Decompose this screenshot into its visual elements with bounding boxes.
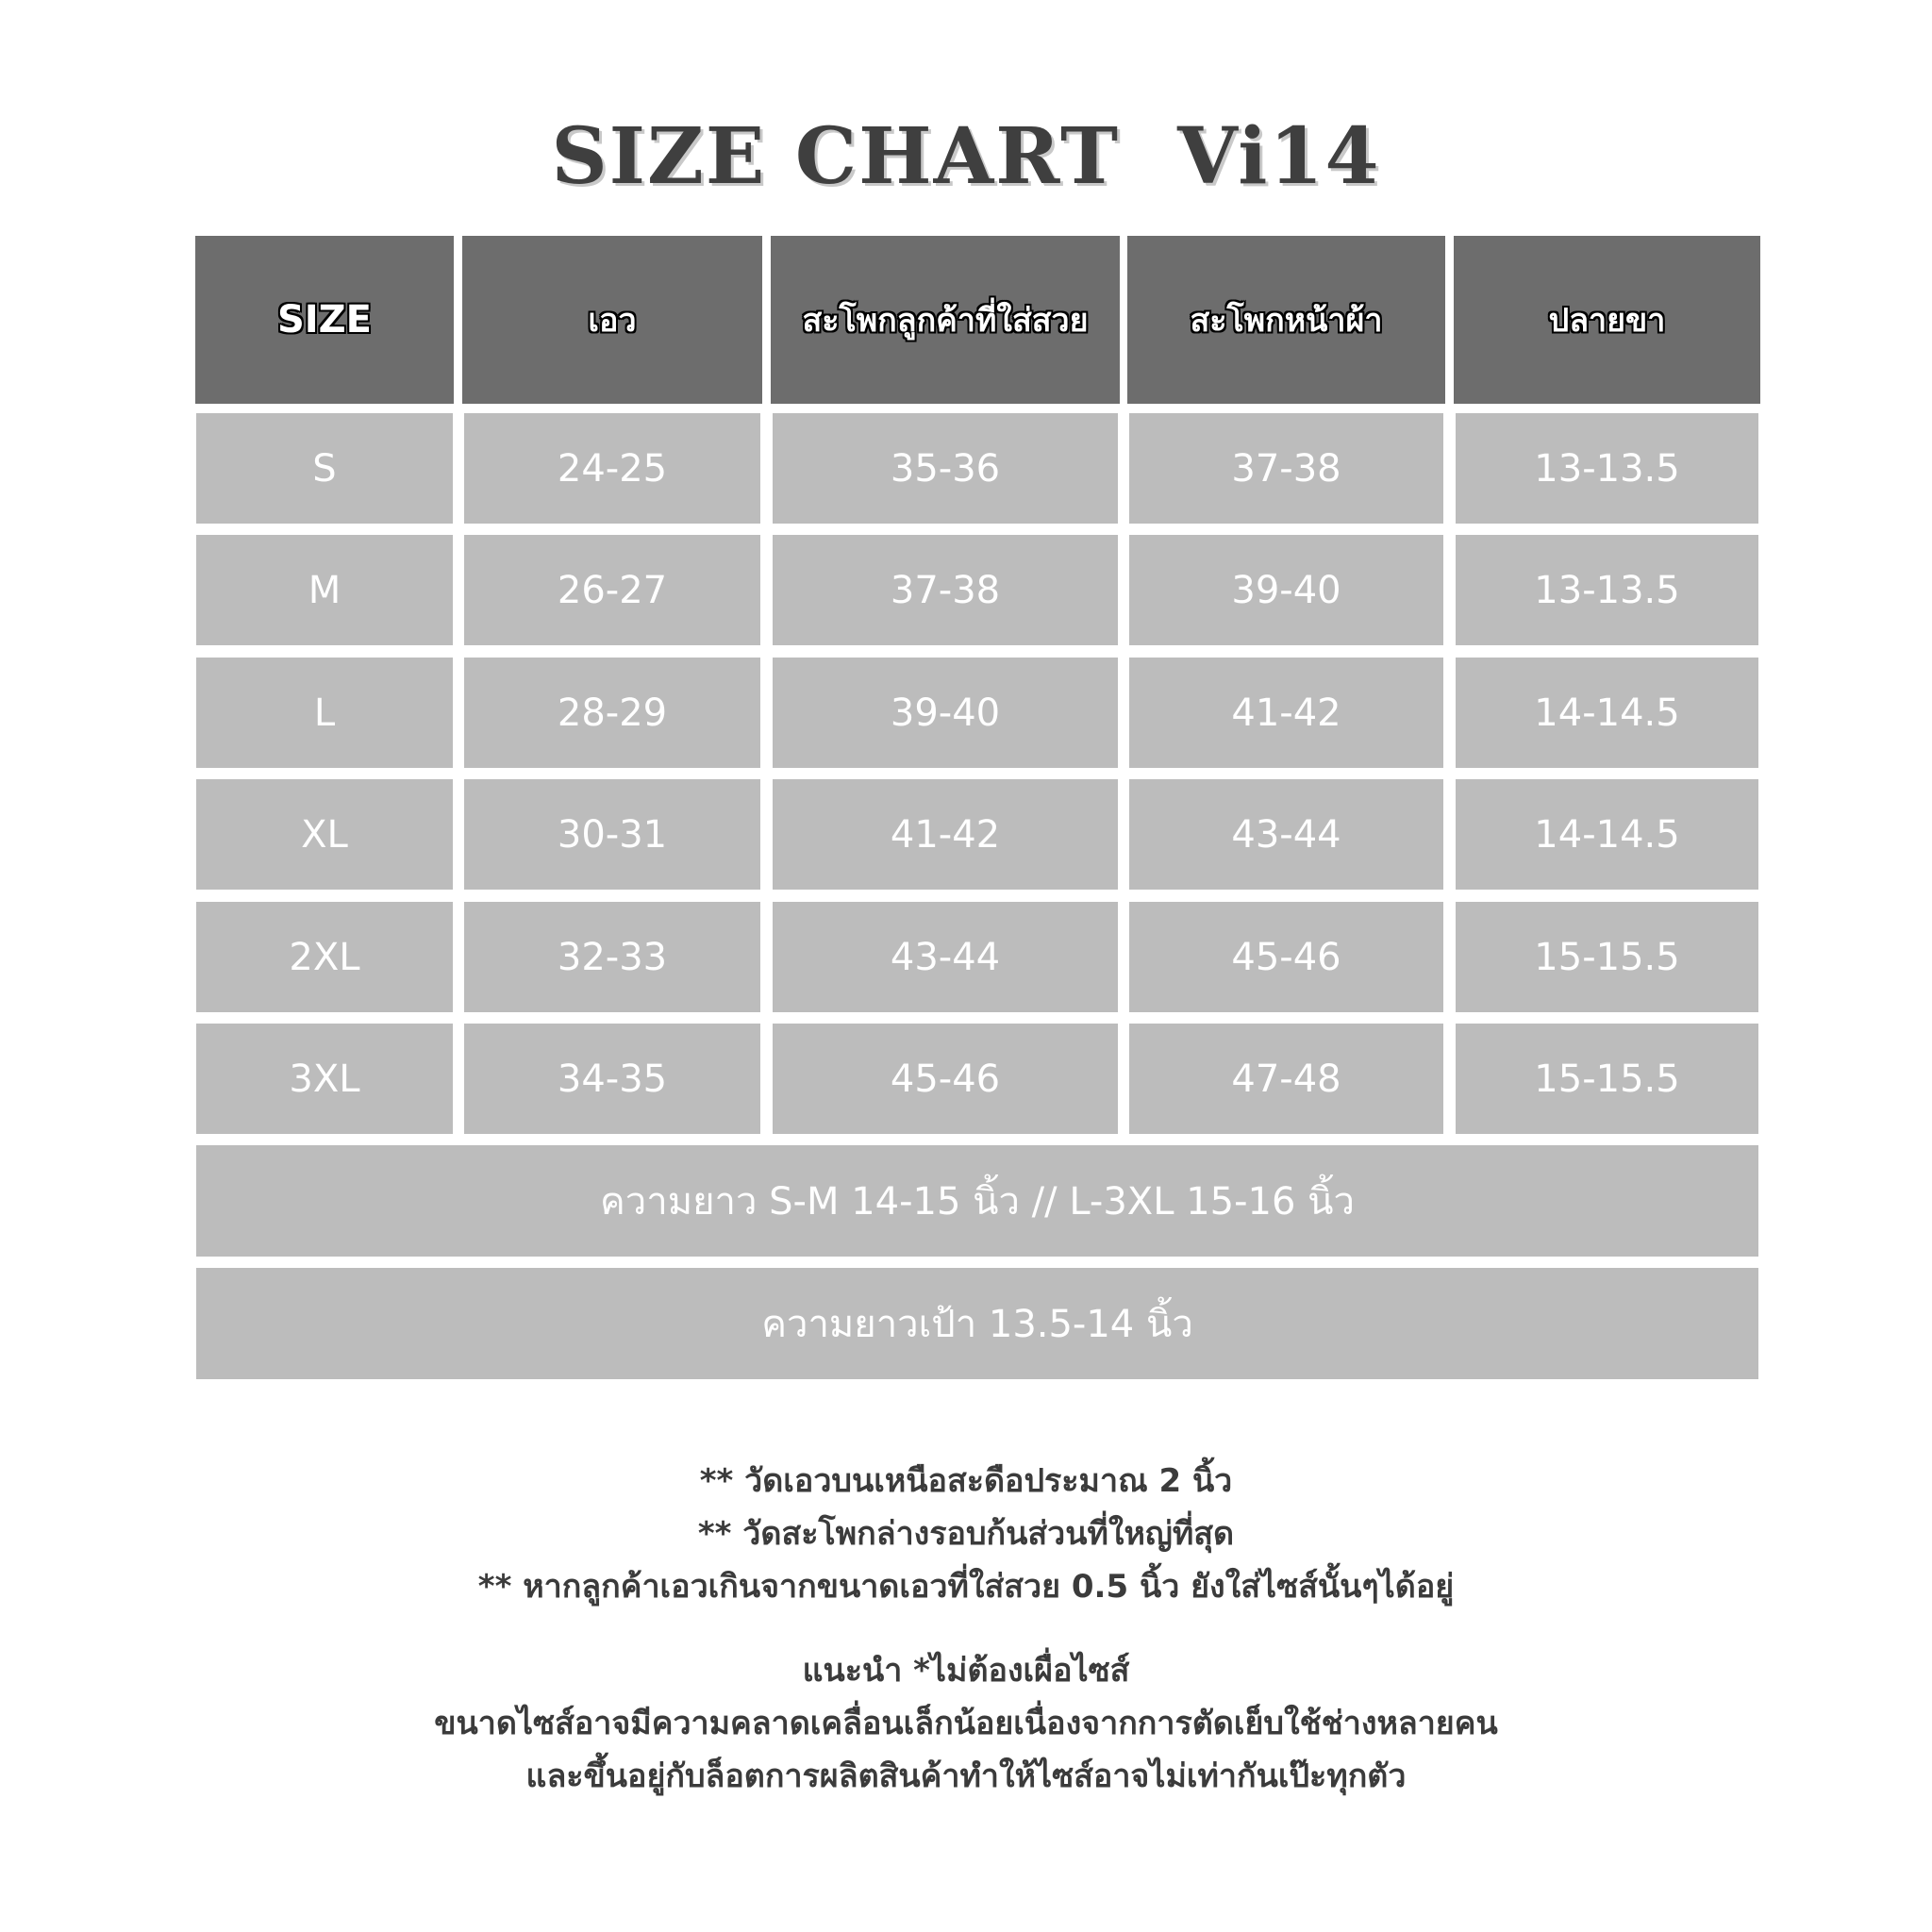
cell-size: 3XL [196, 1024, 453, 1134]
note-line: ** หากลูกค้าเอวเกินจากขนาดเอวที่ใส่สวย 0.5 นิ้ว ยังใส่ไซส์นั้นๆได้อยู่ [477, 1568, 1455, 1606]
cell-hip-fabric: 39-40 [1129, 535, 1443, 645]
cell-leg-opening: 14-14.5 [1456, 779, 1758, 890]
note-line: ** วัดเอวบนเหนือสะดือประมาณ 2 นิ้ว [699, 1462, 1233, 1500]
page-title: SIZE CHART Vi14 [551, 111, 1381, 202]
header-hip-fit: สะโพกลูกค้าที่ใส่สวย [771, 236, 1120, 404]
measurement-notes [0, 1455, 1932, 1613]
cell-leg-opening: 15-15.5 [1456, 902, 1758, 1012]
advice-line: และขึ้นอยู่กับล็อตการผลิตสินค้าทำให้ไซส์อาจไม่เท่ากันเป๊ะทุกตัว [525, 1757, 1407, 1795]
cell-hip-fit: 39-40 [773, 658, 1118, 768]
cell-hip-fabric: 41-42 [1129, 658, 1443, 768]
cell-leg-opening: 15-15.5 [1456, 1024, 1758, 1134]
advice-line: ขนาดไซส์อาจมีความคลาดเคลื่อนเล็กน้อยเนื่องจากการตัดเย็บใช้ช่างหลายคน [434, 1705, 1498, 1742]
header-size: SIZE [195, 236, 454, 404]
header-leg-opening: ปลายขา [1454, 236, 1760, 404]
cell-waist: 24-25 [464, 413, 760, 524]
cell-hip-fit: 37-38 [773, 535, 1118, 645]
cell-size: S [196, 413, 453, 524]
cell-waist: 30-31 [464, 779, 760, 890]
cell-hip-fabric: 47-48 [1129, 1024, 1443, 1134]
note-line: ** วัดสะโพกล่างรอบก้นส่วนที่ใหญ่ที่สุด [697, 1515, 1235, 1553]
cell-size: 2XL [196, 902, 453, 1012]
rise-note: ความยาวเป้า 13.5-14 นิ้ว [196, 1268, 1758, 1379]
cell-hip-fabric: 45-46 [1129, 902, 1443, 1012]
cell-size: L [196, 658, 453, 768]
cell-waist: 26-27 [464, 535, 760, 645]
advice-notes [0, 1644, 1932, 1803]
cell-hip-fit: 45-46 [773, 1024, 1118, 1134]
cell-waist: 32-33 [464, 902, 760, 1012]
cell-hip-fit: 41-42 [773, 779, 1118, 890]
cell-waist: 34-35 [464, 1024, 760, 1134]
cell-size: M [196, 535, 453, 645]
length-note: ความยาว S-M 14-15 นิ้ว // L-3XL 15-16 นิ้ว [196, 1145, 1758, 1257]
cell-waist: 28-29 [464, 658, 760, 768]
advice-line: แนะนำ *ไม่ต้องเผื่อไซส์ [802, 1652, 1130, 1690]
header-waist: เอว [462, 236, 762, 404]
cell-hip-fabric: 37-38 [1129, 413, 1443, 524]
cell-hip-fit: 35-36 [773, 413, 1118, 524]
cell-leg-opening: 14-14.5 [1456, 658, 1758, 768]
cell-leg-opening: 13-13.5 [1456, 535, 1758, 645]
cell-leg-opening: 13-13.5 [1456, 413, 1758, 524]
cell-hip-fabric: 43-44 [1129, 779, 1443, 890]
cell-size: XL [196, 779, 453, 890]
header-hip-fabric: สะโพกหน้าผ้า [1127, 236, 1445, 404]
cell-hip-fit: 43-44 [773, 902, 1118, 1012]
